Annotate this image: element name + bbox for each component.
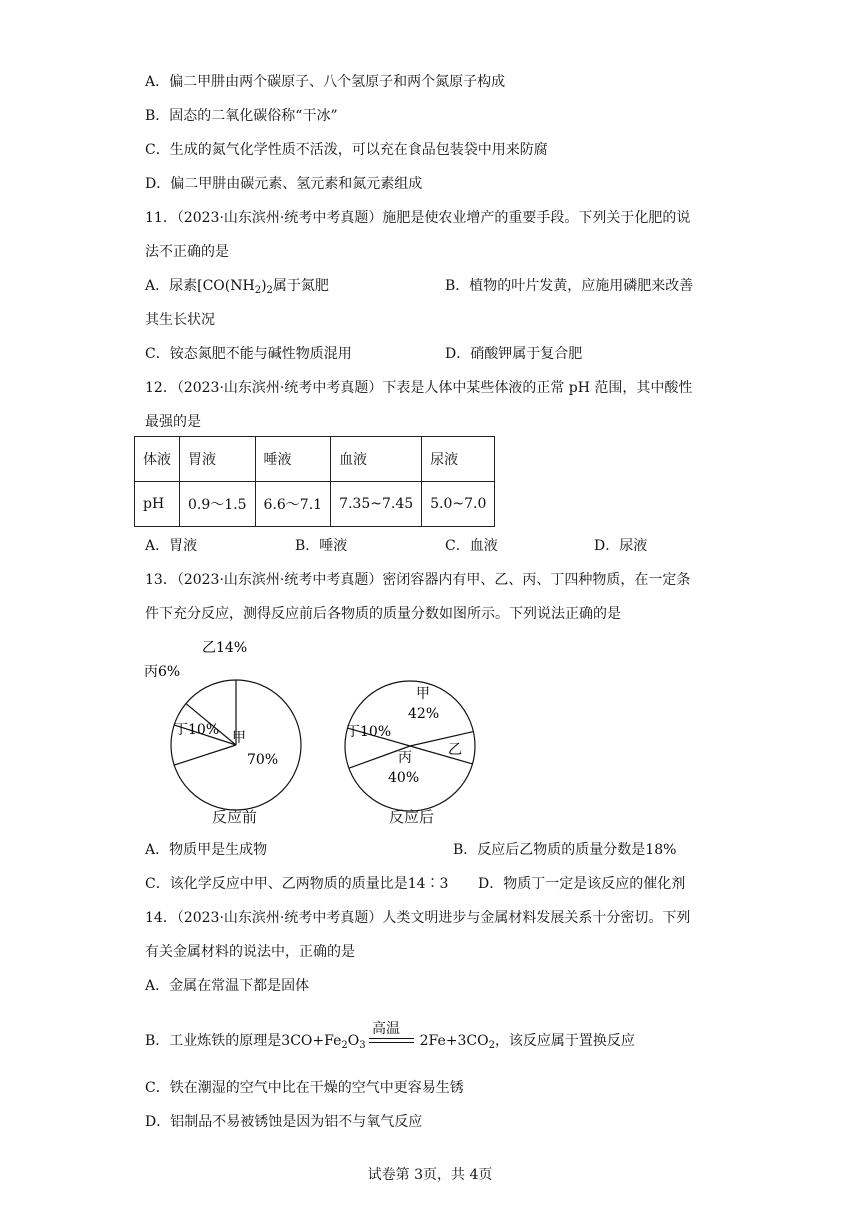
q13-option-d: D．物质丁一定是该反应的催化剂 [478, 876, 686, 892]
table-cell: 尿液 [422, 437, 495, 482]
after-label-yi: 乙 [448, 742, 462, 758]
q11-option-a [145, 276, 329, 301]
before-label-ding: 丁10% [174, 722, 220, 738]
ph-table [134, 436, 495, 527]
q13-stem-line2: 件下充分反应，测得反应前后各物质的质量分数如图所示。下列说法正确的是 [145, 606, 621, 622]
q14-b-sub1: 2 [341, 1040, 348, 1051]
q10-option-c: C．生成的氮气化学性质不活泼，可以充在食品包装袋中用来防腐 [145, 142, 548, 158]
q11-a-end: 属于氮肥 [272, 278, 329, 294]
pie-slice-boundary [410, 746, 472, 764]
q11-a-sub: 2 [254, 285, 262, 296]
table-cell: pH [135, 482, 180, 527]
page-footer: 试卷第 3页，共 4页 [367, 1167, 493, 1183]
table-row [135, 437, 495, 482]
q13-option-c: C．该化学反应中甲、乙两物质的质量比是14∶3 [145, 876, 449, 892]
before-label-jia-pct: 70% [247, 752, 279, 768]
after-label-bing-name: 丙 [398, 750, 412, 766]
table-cell: 6.6～7.1 [255, 482, 331, 527]
after-label-jia-pct: 42% [408, 706, 440, 722]
reaction-condition: 高温 [372, 1021, 400, 1037]
pie-slice-boundary [174, 745, 236, 765]
before-label-yi: 乙14% [202, 640, 248, 656]
q11-option-b-line2: 其生长状况 [145, 312, 215, 328]
table-row [135, 482, 495, 527]
q13-option-a: A．物质甲是生成物 [145, 842, 268, 858]
q11-stem-line2: 法不正确的是 [145, 244, 229, 260]
q14-b-sub3: 2 [488, 1040, 495, 1051]
after-label-bing-pct: 40% [388, 770, 420, 786]
pie-slice-boundary [410, 732, 473, 746]
table-cell: 7.35~7.45 [331, 482, 422, 527]
after-caption: 反应后 [389, 808, 435, 826]
q13-option-b: B．反应后乙物质的质量分数是18% [453, 842, 677, 858]
q11-a-suffix: ) [261, 278, 267, 294]
q12-stem-line2: 最强的是 [145, 414, 201, 430]
q13-stem-line1: 13．（2023·山东滨州·统考中考真题）密闭容器内有甲、乙、丙、丁四种物质，在一定条 [145, 572, 691, 588]
q11-option-b-line1: B．植物的叶片发黄，应施用磷肥来改善 [445, 278, 694, 294]
q14-b-product: 2Fe+3CO [419, 1033, 489, 1049]
table-cell: 体液 [135, 437, 180, 482]
q14-b-sub2: 3 [359, 1040, 366, 1051]
q12-option-b: B．唾液 [295, 538, 348, 554]
q14-stem-line2: 有关金属材料的说法中，正确的是 [145, 944, 355, 960]
q14-b-prefix: B．工业炼铁的原理是3CO+Fe [145, 1033, 342, 1049]
q12-stem-line1: 12．（2023·山东滨州·统考中考真题）下表是人体中某些体液的正常 pH 范围，其中酸性 [145, 380, 693, 396]
table-cell: 胃液 [180, 437, 256, 482]
q14-b-mid: O [347, 1033, 360, 1049]
q11-stem-line1: 11．（2023·山东滨州·统考中考真题）施肥是使农业增产的重要手段。下列关于化肥的说 [145, 210, 691, 226]
q14-option-c: C．铁在潮湿的空气中比在干燥的空气中更容易生锈 [145, 1080, 464, 1096]
q11-option-d: D．硝酸钾属于复合肥 [445, 346, 583, 362]
after-label-ding: 丁10% [346, 724, 392, 740]
q14-b-suffix: ，该反应属于置换反应 [494, 1033, 635, 1049]
table-cell: 0.9～1.5 [180, 482, 256, 527]
q14-option-a: A．金属在常温下都是固体 [145, 978, 310, 994]
q11-option-c: C．铵态氮肥不能与碱性物质混用 [145, 346, 352, 362]
q10-option-d: D．偏二甲肼由碳元素、氢元素和氮元素组成 [145, 176, 423, 192]
q10-option-b: B．固态的二氧化碳俗称“干冰” [145, 108, 338, 124]
before-label-jia-name: 甲 [232, 730, 246, 746]
q14-b-text [145, 1030, 635, 1051]
q11-a-sub2: 2 [266, 285, 273, 296]
q12-option-c: C．血液 [445, 538, 498, 554]
table-cell: 唾液 [255, 437, 331, 482]
after-label-jia-name: 甲 [416, 686, 430, 702]
table-cell: 血液 [331, 437, 422, 482]
before-caption: 反应前 [212, 808, 258, 826]
table-cell: 5.0~7.0 [422, 482, 495, 527]
q12-option-a: A．胃液 [145, 538, 198, 554]
q14-option-d: D．铝制品不易被锈蚀是因为铝不与氧气反应 [145, 1114, 423, 1130]
q10-option-a: A．偏二甲肼由两个碳原子、八个氢原子和两个氮原子构成 [145, 74, 506, 90]
q14-stem-line1: 14．（2023·山东滨州·统考中考真题）人类文明进步与金属材料发展关系十分密切。下列 [145, 910, 691, 926]
q11-a-prefix: A．尿素[CO(NH [145, 278, 255, 294]
q12-option-d: D．尿液 [594, 538, 648, 554]
before-label-bing: 丙6% [144, 664, 181, 680]
pie-charts [130, 630, 490, 830]
